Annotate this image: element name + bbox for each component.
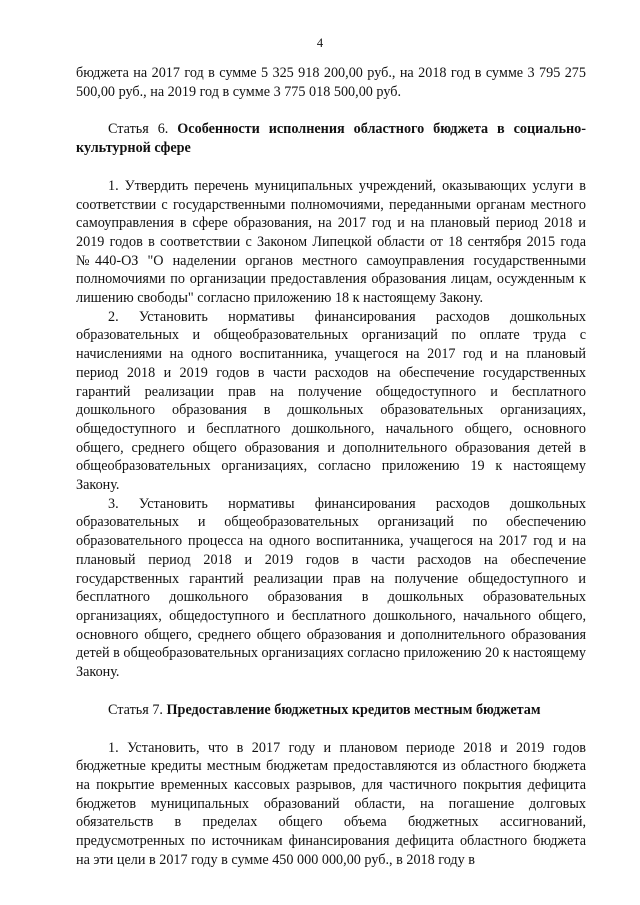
intro-paragraph: бюджета на 2017 год в сумме 5 325 918 200,00 руб., на 2018 год в сумме 3 795 275 500,00 руб., на 2019 год в сумме 3 775 018 500,00 руб. [76, 65, 586, 100]
article-6-paragraph-3: 3. Установить нормативы финансирования расходов дошкольных образовательных и общеобразовательных организаций по обеспечению образовательного процесса на одного воспитанника, учащегося на 2017 год и на плановый период 2018 и 2019 годов в части расходов на обеспечение государственных гарантий реализации прав на получение общедоступного и бесплатного дошкольного образования в дошкольных образовательных организациях, общедоступного и бесплатного дошкольного, начального общего, основного общего, среднего общего образования и дополнительного образования детей в общеобразовательных организациях согласно приложению 20 к настоящему Закону. [76, 495, 586, 681]
article-6-paragraph-2: 2. Установить нормативы финансирования расходов дошкольных образовательных и общеобразовательных организаций по оплате труда с начислениями на одного воспитанника, учащегося на 2017 год и на плановый период 2018 и 2019 годов в части расходов на обеспечение государственных гарантий реализации прав на получение общедоступного и бесплатного дошкольного образования в дошкольных образовательных организациях, общедоступного и бесплатного дошкольного, начального общего, основного общего, среднего общего образования и дополнительного образования детей в общеобразовательных организациях, согласно приложению 19 к настоящему Закону. [76, 308, 586, 494]
article-6-heading [76, 120, 586, 157]
page-number: 4 [316, 36, 324, 50]
article-7-paragraph-1: 1. Установить, что в 2017 году и плановом периоде 2018 и 2019 годов бюджетные кредиты местным бюджетам предоставляются из областного бюджета на покрытие временных кассовых разрывов, для частичного покрытия дефицита бюджетов муниципальных образований области, на погашение долговых обязательств в пределах общего объема бюджетных ассигнований, предусмотренных по источникам финансирования дефицита областного бюджета на эти цели в 2017 году в сумме 450 000 000,00 руб., в 2018 году в [76, 739, 586, 868]
article-6-label: Статья 6. [108, 121, 169, 138]
article-7-title: Предоставление бюджетных кредитов местным бюджетам [166, 701, 541, 718]
article-7-label: Статья 7. [108, 701, 163, 718]
article-6-paragraph-1: 1. Утвердить перечень муниципальных учреждений, оказывающих услуги в соответствии с государственными полномочиями, переданными органам местного самоуправления в сфере образования, на 2017 год и на плановый период 2018 и 2019 годов в соответствии с Законом Липецкой области от 18 сентября 2015 года №440-ОЗ "О наделении органов местного самоуправления государственными полномочиями по организации предоставления образования лицам, осужденным к лишению свободы" согласно приложению 18 к настоящему Закону. [76, 177, 586, 307]
article-6-title: Особенности исполнения областного бюджета в социально-культурной сфере [76, 121, 586, 157]
document-body [76, 64, 586, 869]
article-7-heading [76, 701, 586, 720]
